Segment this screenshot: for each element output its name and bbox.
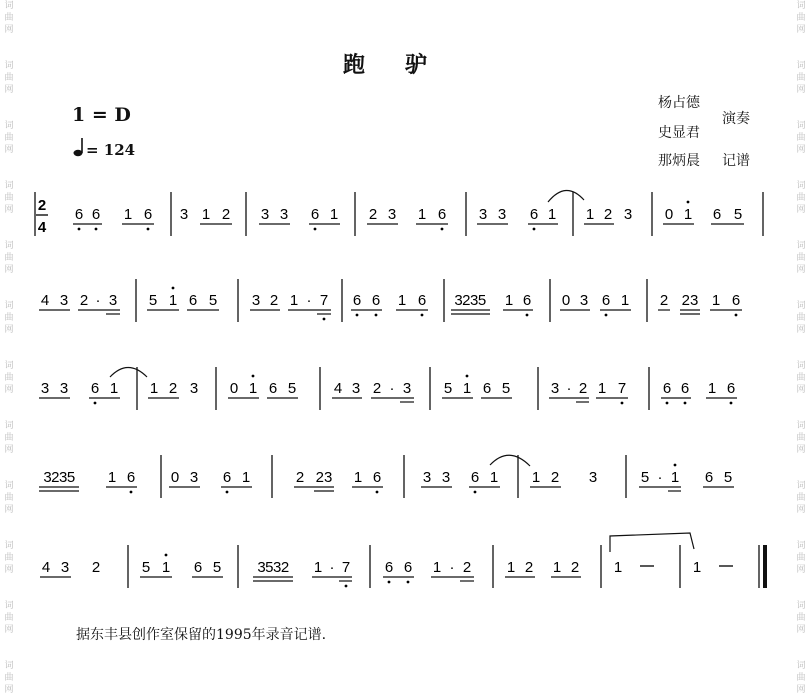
svg-text:3: 3 xyxy=(550,380,560,397)
score-row-5 xyxy=(40,533,765,588)
svg-text:1: 1 xyxy=(417,206,427,223)
time-signature-top: 2 xyxy=(37,197,47,214)
svg-text:2: 2 xyxy=(368,206,378,223)
score-row-1 xyxy=(35,190,763,236)
watermark-text: 词 曲 网 xyxy=(796,361,806,395)
svg-text:6: 6 xyxy=(90,380,100,397)
svg-text:0: 0 xyxy=(561,292,571,309)
svg-text:5: 5 xyxy=(208,292,218,309)
svg-text:2: 2 xyxy=(578,380,588,397)
svg-text:6: 6 xyxy=(712,206,722,223)
svg-text:3: 3 xyxy=(579,292,589,309)
transcriber-role: 记谱 xyxy=(722,153,750,169)
svg-text:6: 6 xyxy=(662,380,672,397)
svg-text:1: 1 xyxy=(432,559,442,576)
svg-text:3: 3 xyxy=(497,206,507,223)
svg-text:1: 1 xyxy=(531,469,541,486)
svg-text:3: 3 xyxy=(623,206,633,223)
watermark-text: 词 曲 网 xyxy=(796,481,806,515)
svg-text:6: 6 xyxy=(268,380,278,397)
svg-text:1: 1 xyxy=(620,292,630,309)
watermark-text: 词 曲 网 xyxy=(4,61,14,95)
svg-text:23: 23 xyxy=(681,292,699,309)
svg-text:·: · xyxy=(329,559,335,576)
svg-text:0: 0 xyxy=(170,469,180,486)
svg-text:1: 1 xyxy=(552,559,562,576)
svg-text:1: 1 xyxy=(168,292,178,309)
svg-text:2: 2 xyxy=(659,292,669,309)
svg-text:7: 7 xyxy=(341,559,351,576)
svg-text:6: 6 xyxy=(704,469,714,486)
watermark-text: 词 曲 网 xyxy=(796,421,806,455)
svg-text:4: 4 xyxy=(333,380,343,397)
svg-text:3: 3 xyxy=(422,469,432,486)
svg-text:4: 4 xyxy=(40,292,50,309)
watermark-text: 词 曲 网 xyxy=(4,421,14,455)
svg-text:3: 3 xyxy=(402,380,412,397)
svg-text:3: 3 xyxy=(60,559,70,576)
svg-text:6: 6 xyxy=(372,469,382,486)
svg-text:5: 5 xyxy=(148,292,158,309)
svg-text:2: 2 xyxy=(79,292,89,309)
svg-text:3: 3 xyxy=(351,380,361,397)
svg-text:6: 6 xyxy=(352,292,362,309)
svg-text:0: 0 xyxy=(229,380,239,397)
page-title: 跑驴 xyxy=(342,52,467,78)
svg-text:23: 23 xyxy=(315,469,333,486)
svg-text:6: 6 xyxy=(437,206,447,223)
svg-text:2: 2 xyxy=(524,559,534,576)
svg-text:1: 1 xyxy=(711,292,721,309)
svg-text:1: 1 xyxy=(670,469,680,486)
svg-text:1: 1 xyxy=(313,559,323,576)
svg-text:·: · xyxy=(95,292,101,309)
svg-text:3: 3 xyxy=(59,380,69,397)
svg-text:0: 0 xyxy=(664,206,674,223)
svg-text:3: 3 xyxy=(387,206,397,223)
svg-text:1: 1 xyxy=(161,559,171,576)
watermark-text: 词 曲 网 xyxy=(796,601,806,635)
svg-text:6: 6 xyxy=(193,559,203,576)
svg-text:5: 5 xyxy=(733,206,743,223)
svg-text:2: 2 xyxy=(295,469,305,486)
svg-text:3: 3 xyxy=(260,206,270,223)
watermark-text: 词 曲 网 xyxy=(796,541,806,575)
performer-name: 史显君 xyxy=(658,125,700,141)
svg-text:3: 3 xyxy=(108,292,118,309)
svg-text:2: 2 xyxy=(550,469,560,486)
svg-text:6: 6 xyxy=(188,292,198,309)
svg-text:1: 1 xyxy=(289,292,299,309)
watermark-text: 词 曲 网 xyxy=(796,301,806,335)
svg-text:1: 1 xyxy=(692,559,702,576)
svg-text:4: 4 xyxy=(41,559,51,576)
svg-text:5: 5 xyxy=(443,380,453,397)
svg-text:5: 5 xyxy=(287,380,297,397)
svg-text:6: 6 xyxy=(726,380,736,397)
svg-text:6: 6 xyxy=(403,559,413,576)
tempo-value: = 124 xyxy=(86,141,136,159)
watermark-text: 词 曲 网 xyxy=(796,661,806,695)
score-row-2 xyxy=(39,279,742,322)
watermark-text: 词 曲 网 xyxy=(4,541,14,575)
svg-text:5: 5 xyxy=(723,469,733,486)
svg-text:6: 6 xyxy=(731,292,741,309)
svg-text:1: 1 xyxy=(201,206,211,223)
svg-text:·: · xyxy=(657,469,663,486)
svg-text:6: 6 xyxy=(417,292,427,309)
svg-text:6: 6 xyxy=(371,292,381,309)
svg-text:6: 6 xyxy=(384,559,394,576)
svg-text:3: 3 xyxy=(59,292,69,309)
svg-text:7: 7 xyxy=(319,292,329,309)
svg-text:6: 6 xyxy=(310,206,320,223)
svg-text:5: 5 xyxy=(501,380,511,397)
watermark-text: 词 曲 网 xyxy=(4,661,14,695)
svg-text:1: 1 xyxy=(248,380,258,397)
svg-text:2: 2 xyxy=(269,292,279,309)
watermark-text: 词 曲 网 xyxy=(796,181,806,215)
svg-text:1: 1 xyxy=(613,559,623,576)
svg-text:3: 3 xyxy=(588,469,598,486)
svg-text:3: 3 xyxy=(441,469,451,486)
svg-text:6: 6 xyxy=(522,292,532,309)
svg-text:2: 2 xyxy=(221,206,231,223)
svg-text:2: 2 xyxy=(603,206,613,223)
svg-text:3: 3 xyxy=(40,380,50,397)
svg-text:7: 7 xyxy=(617,380,627,397)
svg-text:3: 3 xyxy=(251,292,261,309)
svg-text:1: 1 xyxy=(241,469,251,486)
watermark-text: 词 曲 网 xyxy=(4,301,14,335)
svg-text:1: 1 xyxy=(597,380,607,397)
svg-text:1: 1 xyxy=(149,380,159,397)
svg-text:6: 6 xyxy=(74,206,84,223)
watermark-text: 词 曲 网 xyxy=(796,241,806,275)
svg-text:5: 5 xyxy=(640,469,650,486)
svg-text:1: 1 xyxy=(109,380,119,397)
svg-text:5: 5 xyxy=(141,559,151,576)
watermark-text: 词 曲 网 xyxy=(4,181,14,215)
svg-text:1: 1 xyxy=(506,559,516,576)
watermark-text: 词 曲 网 xyxy=(4,361,14,395)
svg-text:6: 6 xyxy=(529,206,539,223)
svg-text:1: 1 xyxy=(353,469,363,486)
watermark-text: 词 曲 网 xyxy=(796,1,806,35)
score-row-4 xyxy=(39,455,734,498)
svg-text:3235: 3235 xyxy=(454,292,486,309)
svg-text:3: 3 xyxy=(189,380,199,397)
svg-text:1: 1 xyxy=(489,469,499,486)
svg-text:·: · xyxy=(566,380,572,397)
score-row-3 xyxy=(39,367,737,410)
svg-text:6: 6 xyxy=(470,469,480,486)
svg-text:6: 6 xyxy=(143,206,153,223)
svg-text:·: · xyxy=(306,292,312,309)
svg-text:3532: 3532 xyxy=(257,559,289,576)
svg-text:1: 1 xyxy=(585,206,595,223)
svg-text:1: 1 xyxy=(707,380,717,397)
svg-text:6: 6 xyxy=(126,469,136,486)
svg-text:1: 1 xyxy=(683,206,693,223)
time-signature-bottom: 4 xyxy=(37,219,47,236)
svg-text:3: 3 xyxy=(179,206,189,223)
watermark-text: 词 曲 网 xyxy=(4,481,14,515)
svg-text:2: 2 xyxy=(91,559,101,576)
svg-text:3: 3 xyxy=(279,206,289,223)
svg-text:1: 1 xyxy=(329,206,339,223)
svg-text:1: 1 xyxy=(397,292,407,309)
performer-role: 演奏 xyxy=(722,111,750,127)
watermark-text: 词 曲 网 xyxy=(796,121,806,155)
watermark-text: 词 曲 网 xyxy=(4,121,14,155)
svg-text:2: 2 xyxy=(372,380,382,397)
source-note: 据东丰县创作室保留的1995年录音记谱. xyxy=(76,627,327,643)
watermark-text: 词 曲 网 xyxy=(4,601,14,635)
watermark-text: 词 曲 网 xyxy=(4,241,14,275)
watermark-text: 词 曲 网 xyxy=(796,61,806,95)
svg-text:5: 5 xyxy=(212,559,222,576)
svg-text:3: 3 xyxy=(478,206,488,223)
svg-text:·: · xyxy=(449,559,455,576)
svg-text:6: 6 xyxy=(601,292,611,309)
svg-text:6: 6 xyxy=(91,206,101,223)
svg-text:·: · xyxy=(389,380,395,397)
svg-text:1: 1 xyxy=(462,380,472,397)
svg-text:1: 1 xyxy=(123,206,133,223)
svg-text:6: 6 xyxy=(482,380,492,397)
svg-text:1: 1 xyxy=(547,206,557,223)
transcriber-name: 那炳晨 xyxy=(658,153,700,169)
performer-name: 杨占德 xyxy=(658,95,700,111)
svg-text:1: 1 xyxy=(504,292,514,309)
key-signature: 1 = D xyxy=(72,104,131,126)
svg-text:6: 6 xyxy=(680,380,690,397)
svg-text:3: 3 xyxy=(189,469,199,486)
svg-text:2: 2 xyxy=(462,559,472,576)
svg-text:2: 2 xyxy=(168,380,178,397)
svg-text:1: 1 xyxy=(107,469,117,486)
svg-text:6: 6 xyxy=(222,469,232,486)
svg-text:2: 2 xyxy=(570,559,580,576)
svg-text:3235: 3235 xyxy=(43,469,75,486)
watermark-text: 词 曲 网 xyxy=(4,1,14,35)
